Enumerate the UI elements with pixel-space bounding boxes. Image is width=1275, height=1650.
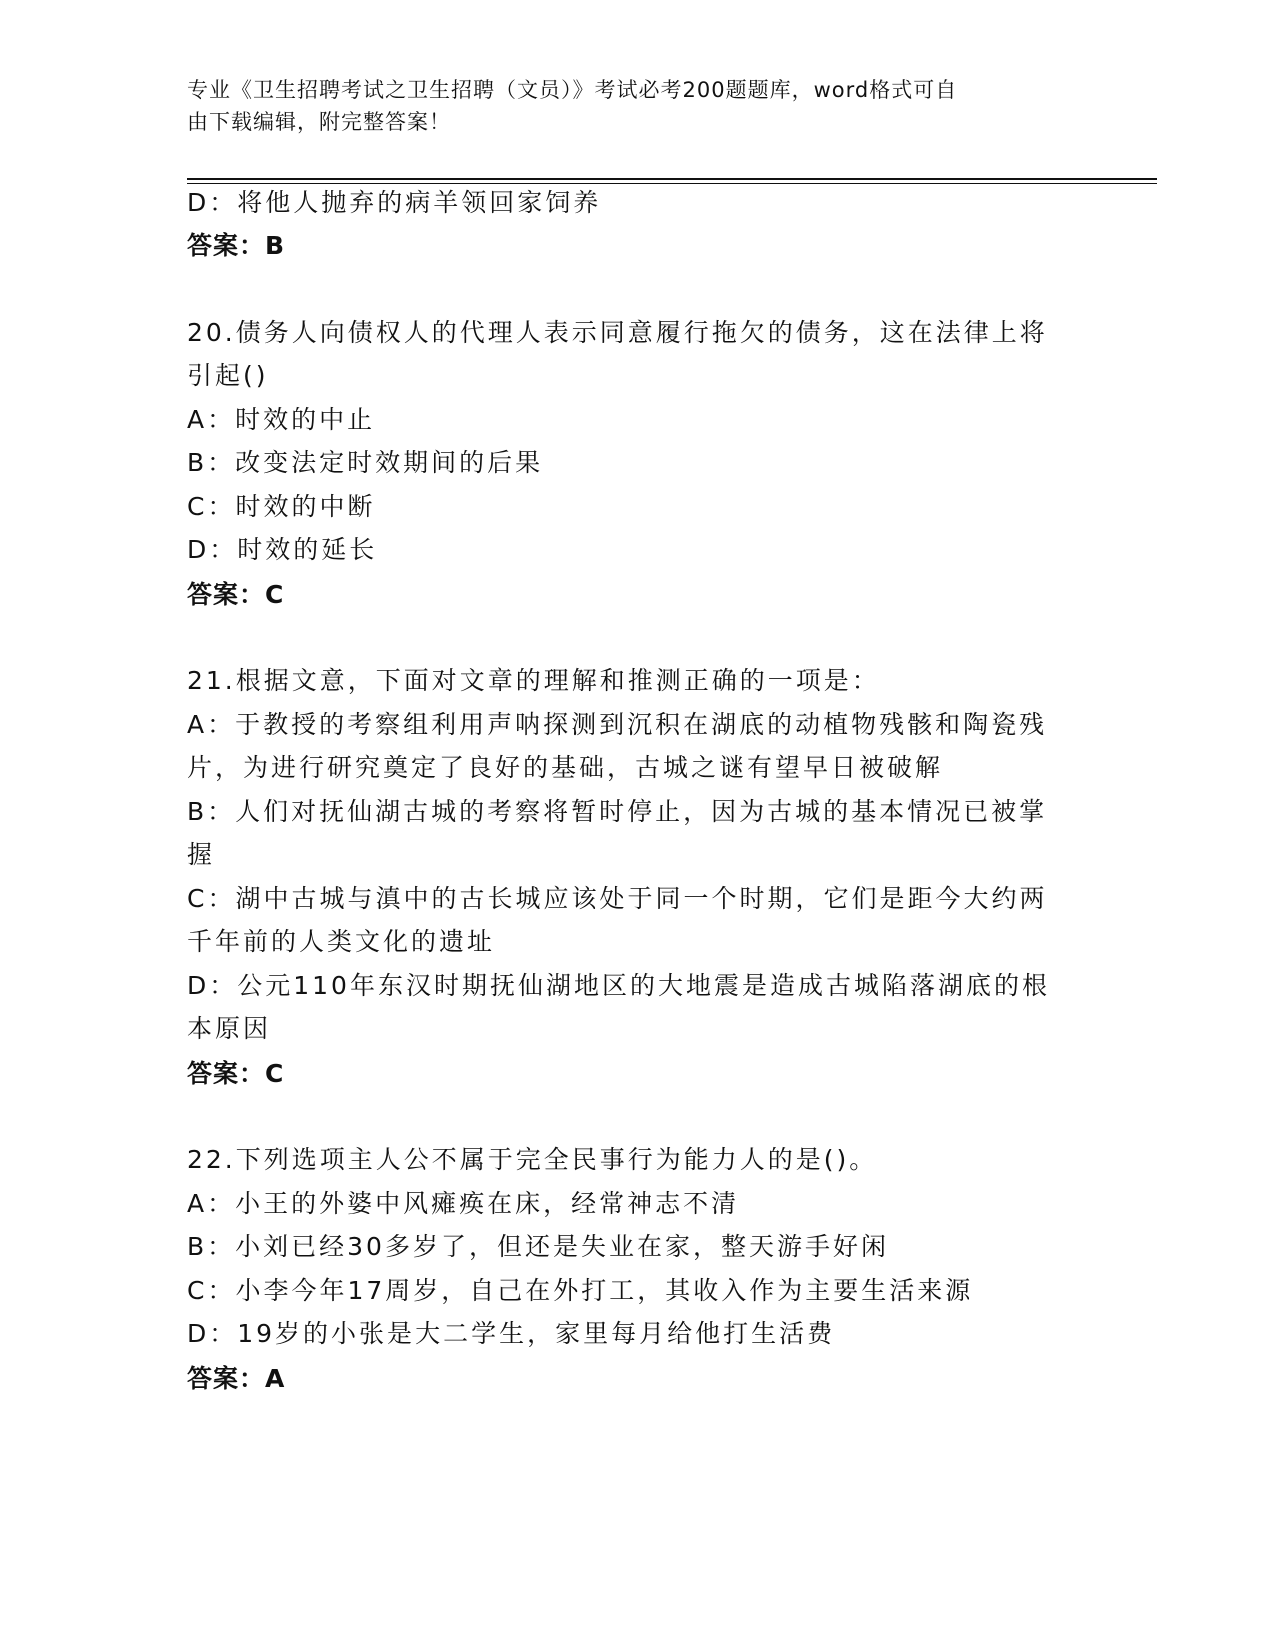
- question-21-option-d-line-1: D：公元110年东汉时期抚仙湖地区的大地震是造成古城陷落湖底的根: [187, 971, 1050, 1000]
- question-22-option-a: A：小王的外婆中风瘫痪在床，经常神志不清: [187, 1189, 740, 1218]
- question-21-option-d-line-2: 本原因: [187, 1014, 272, 1043]
- question-20-stem-line-2: 引起(): [187, 361, 269, 390]
- question-20-option-c: C：时效的中断: [187, 492, 376, 521]
- question-20-option-d: D：时效的延长: [187, 535, 378, 564]
- header-line-2: 由下载编辑，附完整答案！: [187, 110, 451, 134]
- question-20-option-b: B：改变法定时效期间的后果: [187, 448, 544, 477]
- question-20-stem-line-1: 20.债务人向债权人的代理人表示同意履行拖欠的债务，这在法律上将: [187, 318, 1048, 347]
- question-21-option-a-line-1: A：于教授的考察组利用声呐探测到沉积在湖底的动植物残骸和陶瓷残: [187, 710, 1048, 739]
- prev-question-option-d: D：将他人抛弃的病羊领回家饲养: [187, 188, 602, 217]
- question-22-option-d: D：19岁的小张是大二学生，家里每月给他打生活费: [187, 1319, 836, 1348]
- prev-question-answer: 答案：B: [187, 231, 286, 260]
- question-21-option-c-line-2: 千年前的人类文化的遗址: [187, 927, 496, 956]
- question-22-option-c: C：小李今年17周岁，自己在外打工，其收入作为主要生活来源: [187, 1276, 974, 1305]
- header-line-1: 专业《卫生招聘考试之卫生招聘（文员）》考试必考200题题库，word格式可自: [187, 78, 958, 102]
- question-21-option-b-line-2: 握: [187, 840, 216, 869]
- question-20-option-a: A：时效的中止: [187, 405, 376, 434]
- question-22-option-b: B：小刘已经30多岁了，但还是失业在家，整天游手好闲: [187, 1232, 889, 1261]
- question-20-answer: 答案：C: [187, 580, 285, 609]
- question-22-stem: 22.下列选项主人公不属于完全民事行为能力人的是()。: [187, 1145, 878, 1174]
- question-21-answer: 答案：C: [187, 1059, 285, 1088]
- question-21-option-c-line-1: C：湖中古城与滇中的古长城应该处于同一个时期，它们是距今大约两: [187, 884, 1048, 913]
- question-21-stem: 21.根据文意，下面对文章的理解和推测正确的一项是：: [187, 666, 880, 695]
- document-header: [187, 74, 1067, 138]
- question-21-option-a-line-2: 片，为进行研究奠定了良好的基础，古城之谜有望早日被破解: [187, 753, 944, 782]
- question-21-option-b-line-1: B：人们对抚仙湖古城的考察将暂时停止，因为古城的基本情况已被掌: [187, 797, 1048, 826]
- question-22-answer: 答案：A: [187, 1364, 286, 1393]
